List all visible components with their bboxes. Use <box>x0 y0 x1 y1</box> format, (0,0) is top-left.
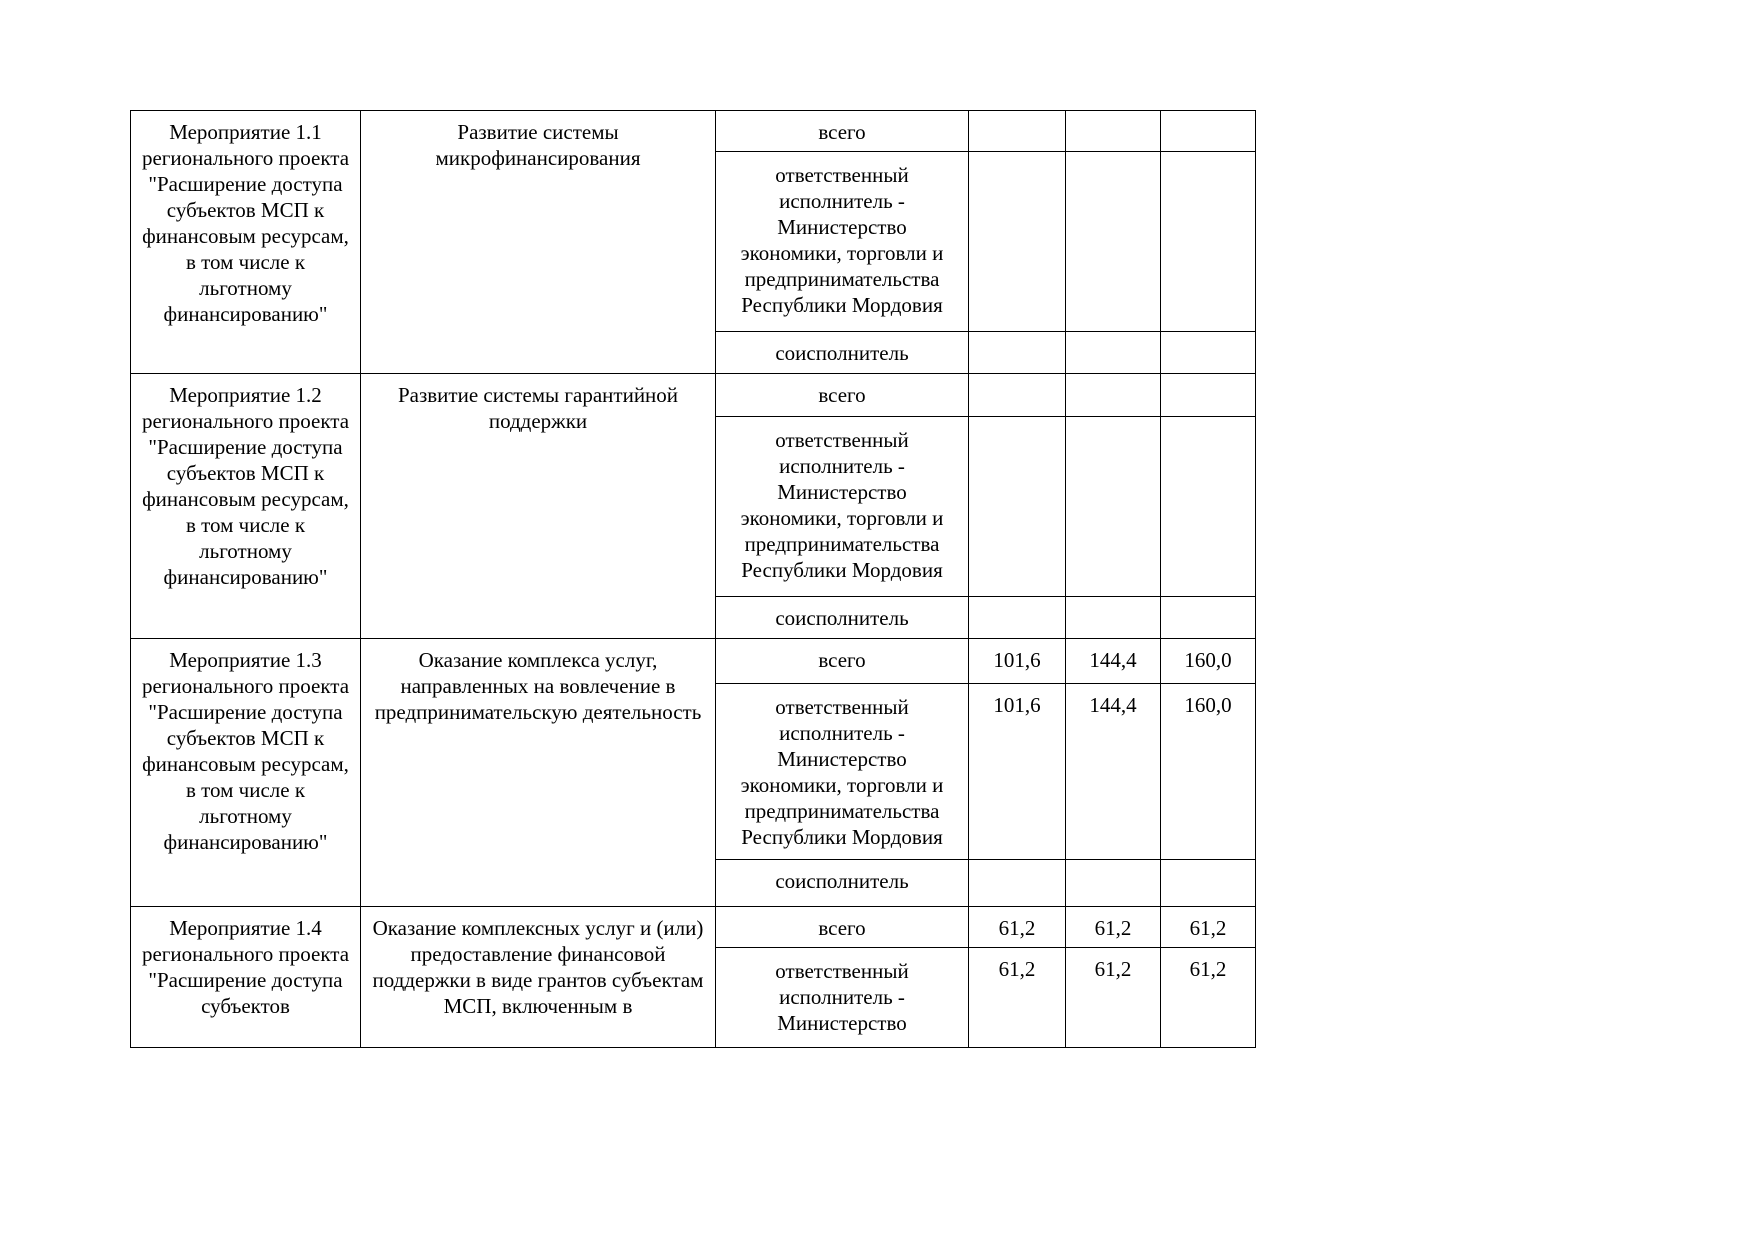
description-cell <box>361 111 716 374</box>
value-cell <box>1066 639 1161 684</box>
description-cell <box>361 639 716 907</box>
value-cell <box>969 948 1066 1048</box>
value-text: 61,2 <box>1094 957 1132 981</box>
value-cell <box>1161 152 1256 332</box>
executor-label: всего <box>818 648 866 672</box>
value-cell <box>1066 111 1161 152</box>
executor-cell <box>716 111 969 152</box>
value-cell <box>969 152 1066 332</box>
value-text: 160,0 <box>1184 648 1232 672</box>
financing-table <box>130 110 1256 1048</box>
description-text: Развитие системы гарантийной поддержки <box>397 383 679 433</box>
value-cell <box>1161 907 1256 948</box>
value-text: 61,2 <box>998 957 1036 981</box>
value-cell <box>1066 860 1161 907</box>
executor-label: соисполнитель <box>775 341 909 365</box>
value-text: 144,4 <box>1089 693 1137 717</box>
value-cell <box>969 111 1066 152</box>
table-subrow <box>131 907 1256 948</box>
value-cell <box>1161 860 1256 907</box>
description-text: Оказание комплекса услуг, направленных на вовлечение в предпринимательскую деятельность <box>374 648 702 724</box>
executor-cell <box>716 374 969 417</box>
value-text: 61,2 <box>1189 916 1227 940</box>
value-cell <box>969 860 1066 907</box>
value-cell <box>1161 684 1256 860</box>
executor-cell <box>716 948 969 1048</box>
value-cell <box>1066 374 1161 417</box>
activity-text: Мероприятие 1.4 регионального проекта "Расширение доступа субъектов <box>141 916 350 1018</box>
value-cell <box>1161 639 1256 684</box>
value-cell <box>1066 417 1161 597</box>
executor-label: всего <box>818 120 866 144</box>
executor-label: соисполнитель <box>775 869 909 893</box>
description-cell <box>361 374 716 639</box>
value-cell <box>1161 417 1256 597</box>
value-cell <box>1066 948 1161 1048</box>
value-cell <box>1161 374 1256 417</box>
executor-label: ответственный исполнитель - Министерство <box>775 959 909 1035</box>
activity-text: Мероприятие 1.2 регионального проекта "Расширение доступа субъектов МСП к финансовым ресурсам, в том числе к льготному финансированию" <box>141 383 350 589</box>
activity-text: Мероприятие 1.1 регионального проекта "Расширение доступа субъектов МСП к финансовым ресурсам, в том числе к льготному финансированию" <box>141 120 350 326</box>
value-cell <box>1161 332 1256 374</box>
executor-cell <box>716 597 969 639</box>
value-text: 61,2 <box>998 916 1036 940</box>
executor-cell <box>716 684 969 860</box>
value-text: 61,2 <box>1094 916 1132 940</box>
value-cell <box>1066 684 1161 860</box>
value-cell <box>969 417 1066 597</box>
executor-label: ответственный исполнитель - Министерство экономики, торговли и предпринимательства Республики Мордовия <box>740 428 944 582</box>
value-text: 144,4 <box>1089 648 1137 672</box>
activity-cell <box>131 639 361 907</box>
executor-cell <box>716 152 969 332</box>
table-subrow <box>131 111 1256 152</box>
executor-label: всего <box>818 916 866 940</box>
executor-label: соисполнитель <box>775 606 909 630</box>
executor-cell <box>716 907 969 948</box>
value-text: 160,0 <box>1184 693 1232 717</box>
value-cell <box>969 639 1066 684</box>
value-cell <box>1161 597 1256 639</box>
executor-label: ответственный исполнитель - Министерство экономики, торговли и предпринимательства Республики Мордовия <box>740 163 944 317</box>
executor-cell <box>716 417 969 597</box>
value-cell <box>1066 332 1161 374</box>
value-text: 101,6 <box>993 648 1041 672</box>
activity-cell <box>131 907 361 1048</box>
value-text: 61,2 <box>1189 957 1227 981</box>
value-text: 101,6 <box>993 693 1041 717</box>
activity-cell <box>131 111 361 374</box>
activity-cell <box>131 374 361 639</box>
value-cell <box>1066 152 1161 332</box>
value-cell <box>1066 597 1161 639</box>
value-cell <box>1161 948 1256 1048</box>
description-text: Оказание комплексных услуг и (или) предоставление финансовой поддержки в виде грантов субъектам МСП, включенным в <box>372 916 704 1018</box>
value-cell <box>969 332 1066 374</box>
value-cell <box>969 907 1066 948</box>
executor-label: ответственный исполнитель - Министерство экономики, торговли и предпринимательства Республики Мордовия <box>740 695 944 849</box>
value-cell <box>969 374 1066 417</box>
value-cell <box>969 597 1066 639</box>
executor-cell <box>716 860 969 907</box>
value-cell <box>1161 111 1256 152</box>
description-text: Развитие системы микрофинансирования <box>435 120 641 170</box>
table-subrow <box>131 639 1256 684</box>
executor-label: всего <box>818 383 866 407</box>
description-cell <box>361 907 716 1048</box>
executor-cell <box>716 639 969 684</box>
activity-text: Мероприятие 1.3 регионального проекта "Расширение доступа субъектов МСП к финансовым ресурсам, в том числе к льготному финансированию" <box>141 648 350 854</box>
table-subrow <box>131 374 1256 417</box>
value-cell <box>969 684 1066 860</box>
value-cell <box>1066 907 1161 948</box>
executor-cell <box>716 332 969 374</box>
